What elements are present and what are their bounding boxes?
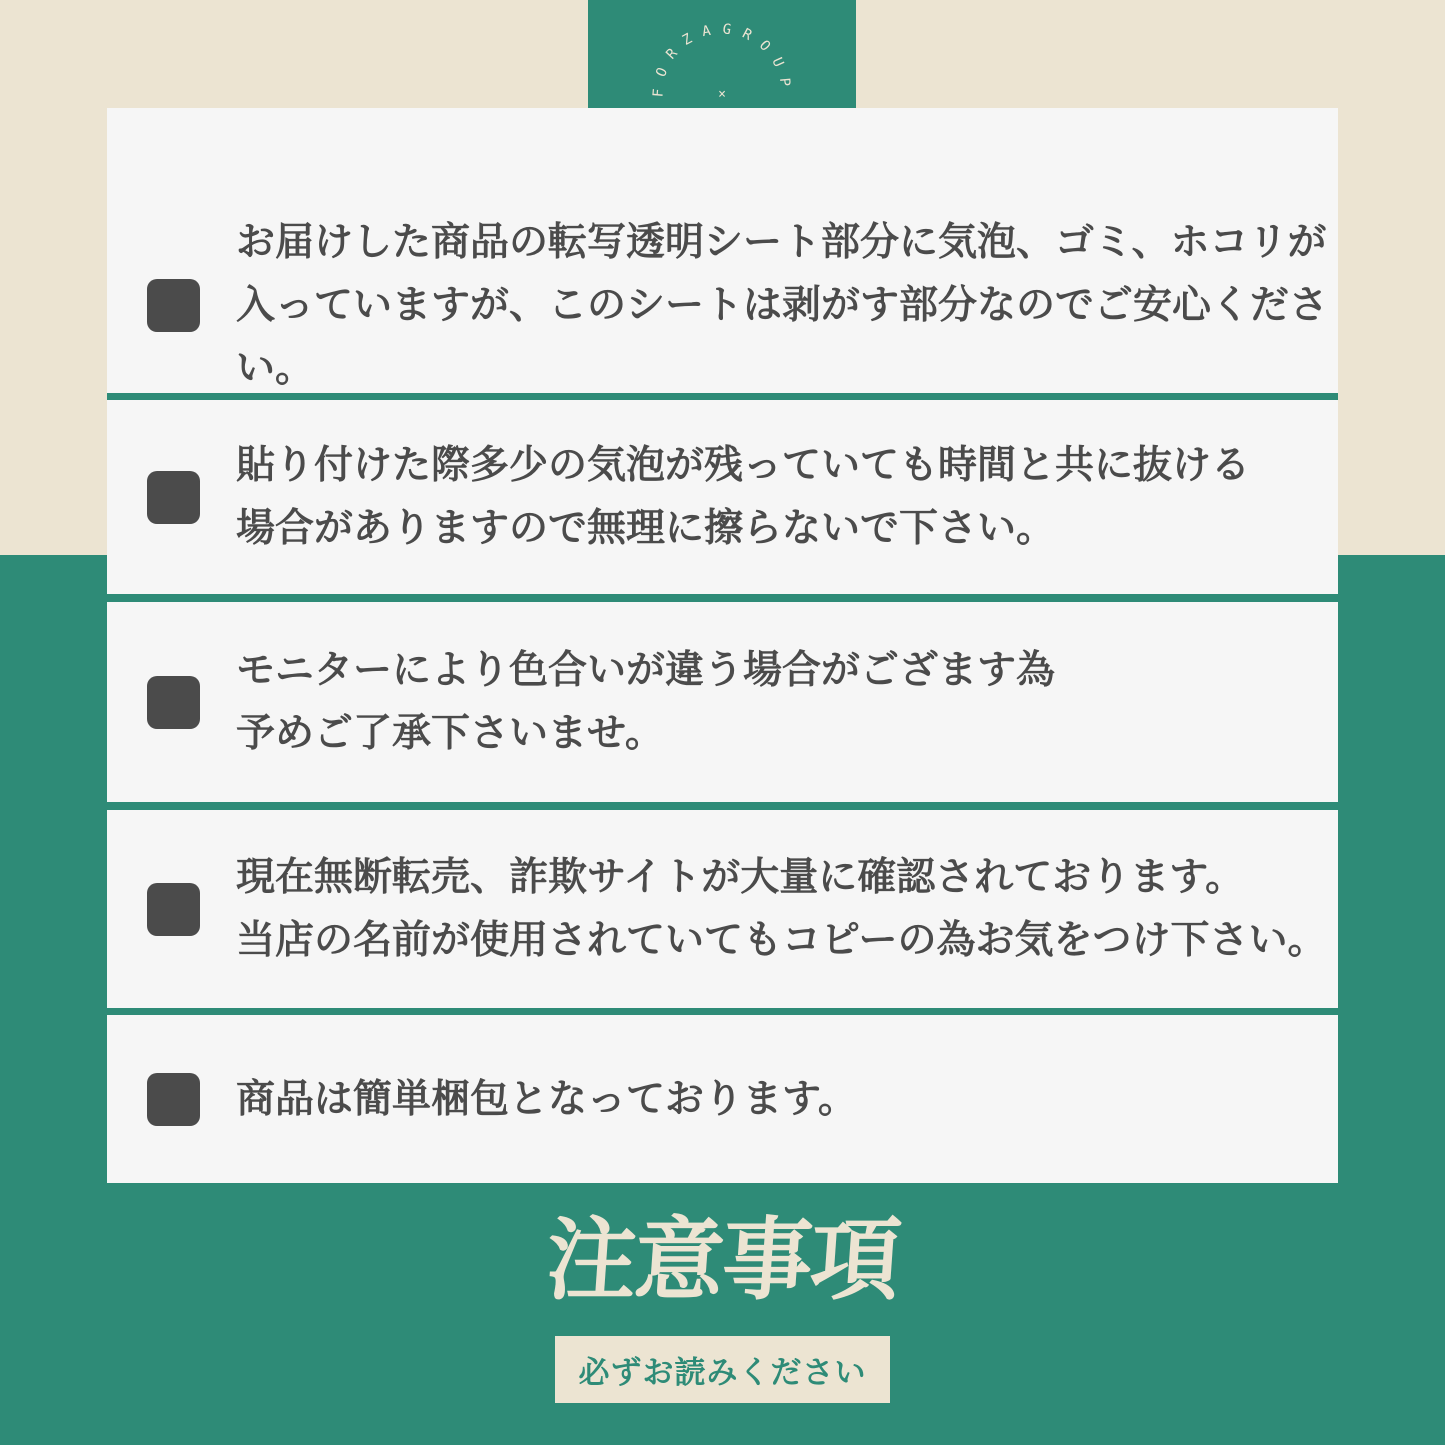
square-bullet-icon bbox=[147, 279, 200, 332]
notice-row-1 bbox=[107, 108, 1338, 393]
notice-text-1 bbox=[236, 211, 1338, 400]
square-bullet-icon bbox=[147, 471, 200, 524]
notice-4-line-2: 当店の名前が使用されていてもコピーの為お気をつけ下さい。 bbox=[236, 919, 1327, 962]
square-bullet-icon bbox=[147, 1073, 200, 1126]
row-separator bbox=[107, 802, 1338, 810]
notice-4-line-1: 現在無断転売、詐欺サイトが大量に確認されております。 bbox=[236, 856, 1245, 899]
notice-1-line-2: 入っていますが、このシートは剥がす部分なのでご安心ください。 bbox=[236, 284, 1329, 390]
notice-row-4 bbox=[107, 810, 1338, 1008]
notice-panel bbox=[107, 108, 1338, 1183]
notice-2-line-2: 場合がありますので無理に擦らないで下さい。 bbox=[236, 507, 1056, 550]
notice-1-line-1: お届けした商品の転写透明シート部分に気泡、ゴミ、ホコリが bbox=[236, 221, 1327, 264]
notice-row-5 bbox=[107, 1015, 1338, 1183]
notice-3-line-2: 予めご了承下さいませ。 bbox=[236, 712, 664, 755]
read-notice-ribbon: 必ずお読みください bbox=[555, 1336, 890, 1403]
notice-2-line-1: 貼り付けた際多少の気泡が残っていても時間と共に抜ける bbox=[236, 444, 1251, 487]
square-bullet-icon bbox=[147, 883, 200, 936]
notice-5-line-1: 商品は簡単梱包となっております。 bbox=[236, 1077, 857, 1121]
square-bullet-icon bbox=[147, 676, 200, 729]
notice-text-2 bbox=[236, 434, 1250, 560]
notice-text-3 bbox=[236, 639, 1055, 765]
notice-row-3 bbox=[107, 602, 1338, 802]
notice-row-2 bbox=[107, 400, 1338, 594]
notice-text-4 bbox=[236, 846, 1326, 972]
page-title: 注意事項 bbox=[543, 1211, 902, 1311]
brand-top-arc-text: FORZAGROUP bbox=[650, 21, 794, 98]
brand-x-separator: × bbox=[718, 87, 726, 102]
notice-text-5 bbox=[236, 1068, 857, 1131]
row-separator bbox=[107, 594, 1338, 602]
notice-3-line-1: モニターにより色合いが違う場合がござます為 bbox=[236, 649, 1056, 692]
row-separator bbox=[107, 1008, 1338, 1015]
